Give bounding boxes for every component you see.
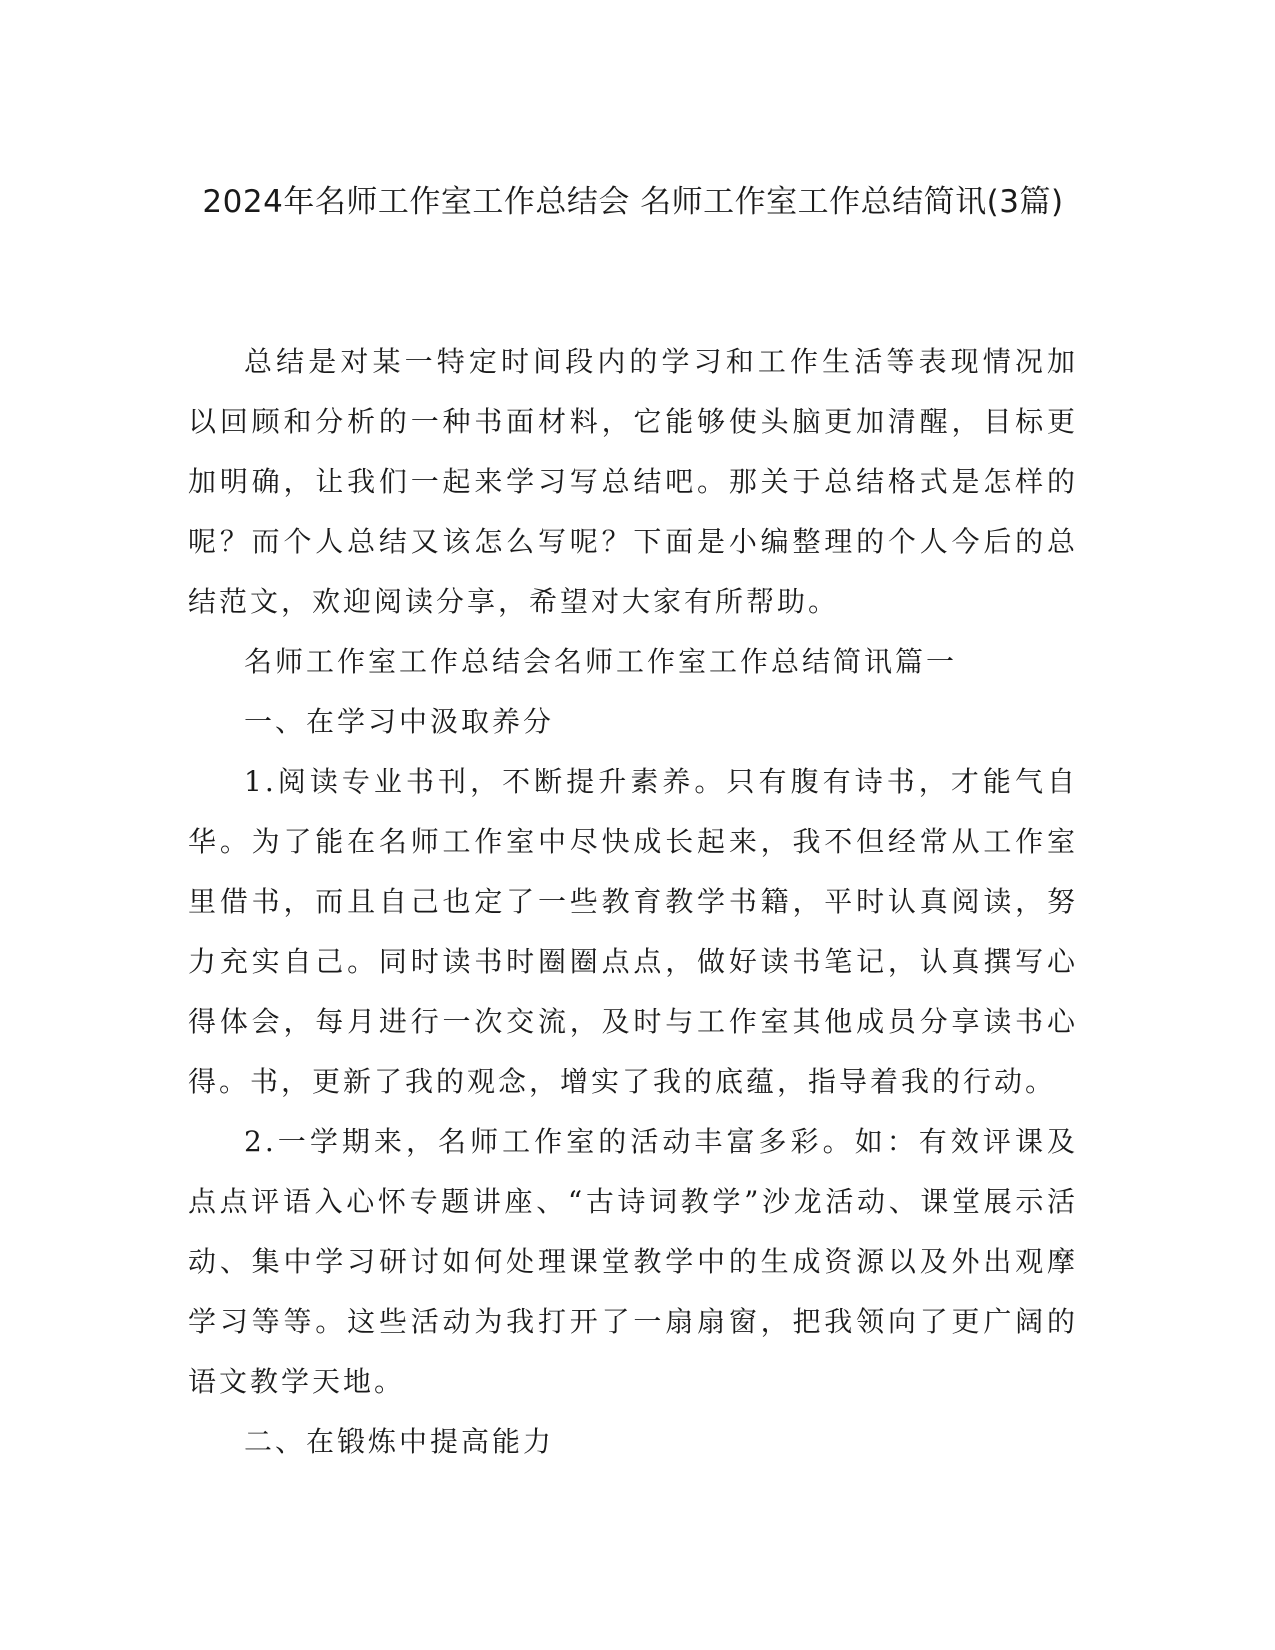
section-heading-one: 一、在学习中汲取养分 [244, 705, 555, 738]
document-page [188, 180, 1078, 1472]
body-paragraph: 2.一学期来，名师工作室的活动丰富多彩。如：有效评课及点点评语入心怀专题讲座、“古诗词教学”沙龙活动、课堂展示活动、集中学习研讨如何处理课堂教学中的生成资源以及外出观摩学习等等。这些活动为我打开了一扇扇窗，把我领向了更广阔的语文教学天地。 [188, 1125, 1078, 1398]
intro-paragraph: 总结是对某一特定时间段内的学习和工作生活等表现情况加以回顾和分析的一种书面材料，它能够使头脑更加清醒，目标更加明确，让我们一起来学习写总结吧。那关于总结格式是怎样的呢？而个人总结又该怎么写呢？下面是小编整理的个人今后的总结范文，欢迎阅读分享，希望对大家有所帮助。 [188, 345, 1078, 618]
document-title: 2024年名师工作室工作总结会 名师工作室工作总结简讯(3篇) [202, 184, 1064, 220]
section-heading-article-one: 名师工作室工作总结会名师工作室工作总结简讯篇一 [244, 645, 958, 678]
document-body [188, 332, 1078, 1472]
body-paragraph: 1.阅读专业书刊，不断提升素养。只有腹有诗书，才能气自华。为了能在名师工作室中尽快成长起来，我不但经常从工作室里借书，而且自己也定了一些教育教学书籍，平时认真阅读，努力充实自己。同时读书时圈圈点点，做好读书笔记，认真撰写心得体会，每月进行一次交流，及时与工作室其他成员分享读书心得。书，更新了我的观念，增实了我的底蕴，指导着我的行动。 [188, 765, 1078, 1098]
section-heading-two: 二、在锻炼中提高能力 [244, 1425, 555, 1458]
